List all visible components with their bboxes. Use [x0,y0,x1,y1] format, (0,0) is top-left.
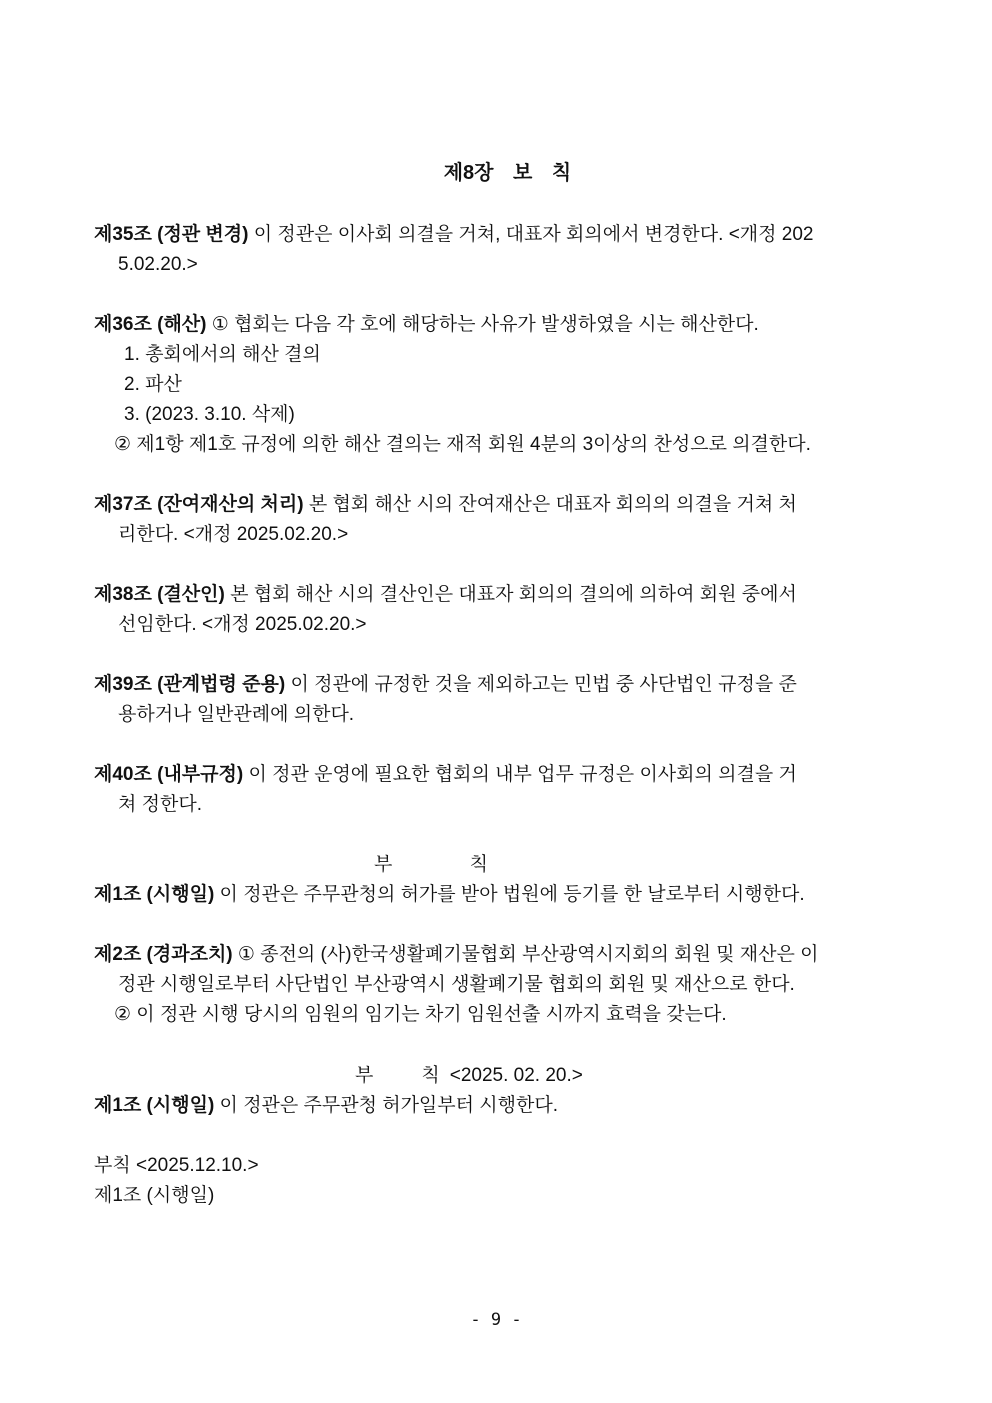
article-37 [94,490,898,550]
list-item: 2. 파산 [124,374,182,395]
article-body: ① 종전의 (사)한국생활폐기물협회 부산광역시지회의 회원 및 재산은 이 [232,944,819,965]
article-body: 이 정관은 주무관청의 허가를 받아 법원에 등기를 한 날로부터 시행한다. [214,884,805,905]
article-40 [94,760,898,820]
article-36 [94,310,898,340]
article-body: 이 정관은 이사회 의결을 거쳐, 대표자 회의에서 변경한다. <개정 202 [248,224,814,245]
article-continuation: 용하거나 일반관례에 의한다. [118,704,355,725]
article-body: 본 협회 해산 시의 잔여재산은 대표자 회의의 의결을 거쳐 처 [303,494,797,515]
article-continuation: 리한다. <개정 2025.02.20.> [118,524,349,545]
article-body: 이 정관 운영에 필요한 협회의 내부 업무 규정은 이사회의 의결을 거 [243,764,797,785]
supplement2-article-1 [94,1091,898,1121]
article-body: 이 정관에 규정한 것을 제외하고는 민법 중 사단법인 규정을 준 [285,674,797,695]
supplement-article-1 [94,880,898,910]
article-heading: 제1조 (시행일) [94,884,215,905]
article-heading: 제2조 (경과조치) [94,944,233,965]
article-body: ① 협회는 다음 각 호에 해당하는 사유가 발생하였을 시는 해산한다. [206,314,759,335]
supplement-article-2 [94,940,898,1000]
supplement-title [355,1061,583,1091]
article-38 [94,580,898,640]
article-continuation: 5.02.20.> [118,254,198,275]
clause-2: ② 이 정관 시행 당시의 임원의 임기는 차기 임원선출 시까지 효력을 갖는다. [114,1004,727,1025]
supplement3-article-1: 제1조 (시행일) [94,1185,215,1206]
supplement-title-text: 부 칙 <2025. 02. 20.> [355,1065,583,1086]
article-body: 이 정관은 주무관청 허가일부터 시행한다. [214,1095,558,1116]
page-number: - 9 - [470,1310,522,1330]
list-item: 1. 총회에서의 해산 결의 [124,344,321,365]
article-continuation: 쳐 정한다. [118,794,202,815]
article-heading: 제39조 (관계법령 준용) [94,674,286,695]
list-item: 3. (2023. 3.10. 삭제) [124,404,295,425]
supplement-title: 부 칙 [374,854,488,875]
article-39 [94,670,898,730]
article-heading: 제40조 (내부규정) [94,764,244,785]
article-continuation: 정관 시행일로부터 사단법인 부산광역시 생활폐기물 협회의 회원 및 재산으로 한다. [118,974,795,995]
article-heading: 제37조 (잔여재산의 처리) [94,494,304,515]
article-body: 본 협회 해산 시의 결산인은 대표자 회의의 결의에 의하여 회원 중에서 [224,584,797,605]
article-heading: 제1조 (시행일) [94,1095,215,1116]
article-continuation: 선임한다. <개정 2025.02.20.> [118,614,367,635]
clause-2: ② 제1항 제1호 규정에 의한 해산 결의는 재적 회원 4분의 3이상의 찬성으로 의결한다. [114,434,811,455]
article-35 [94,220,898,280]
article-heading: 제38조 (결산인) [94,584,225,605]
article-heading: 제36조 (해산) [94,314,207,335]
chapter-title: 제8장 보 칙 [443,162,572,184]
article-heading: 제35조 (정관 변경) [94,224,249,245]
supplement3-title: 부칙 <2025.12.10.> [94,1155,259,1176]
